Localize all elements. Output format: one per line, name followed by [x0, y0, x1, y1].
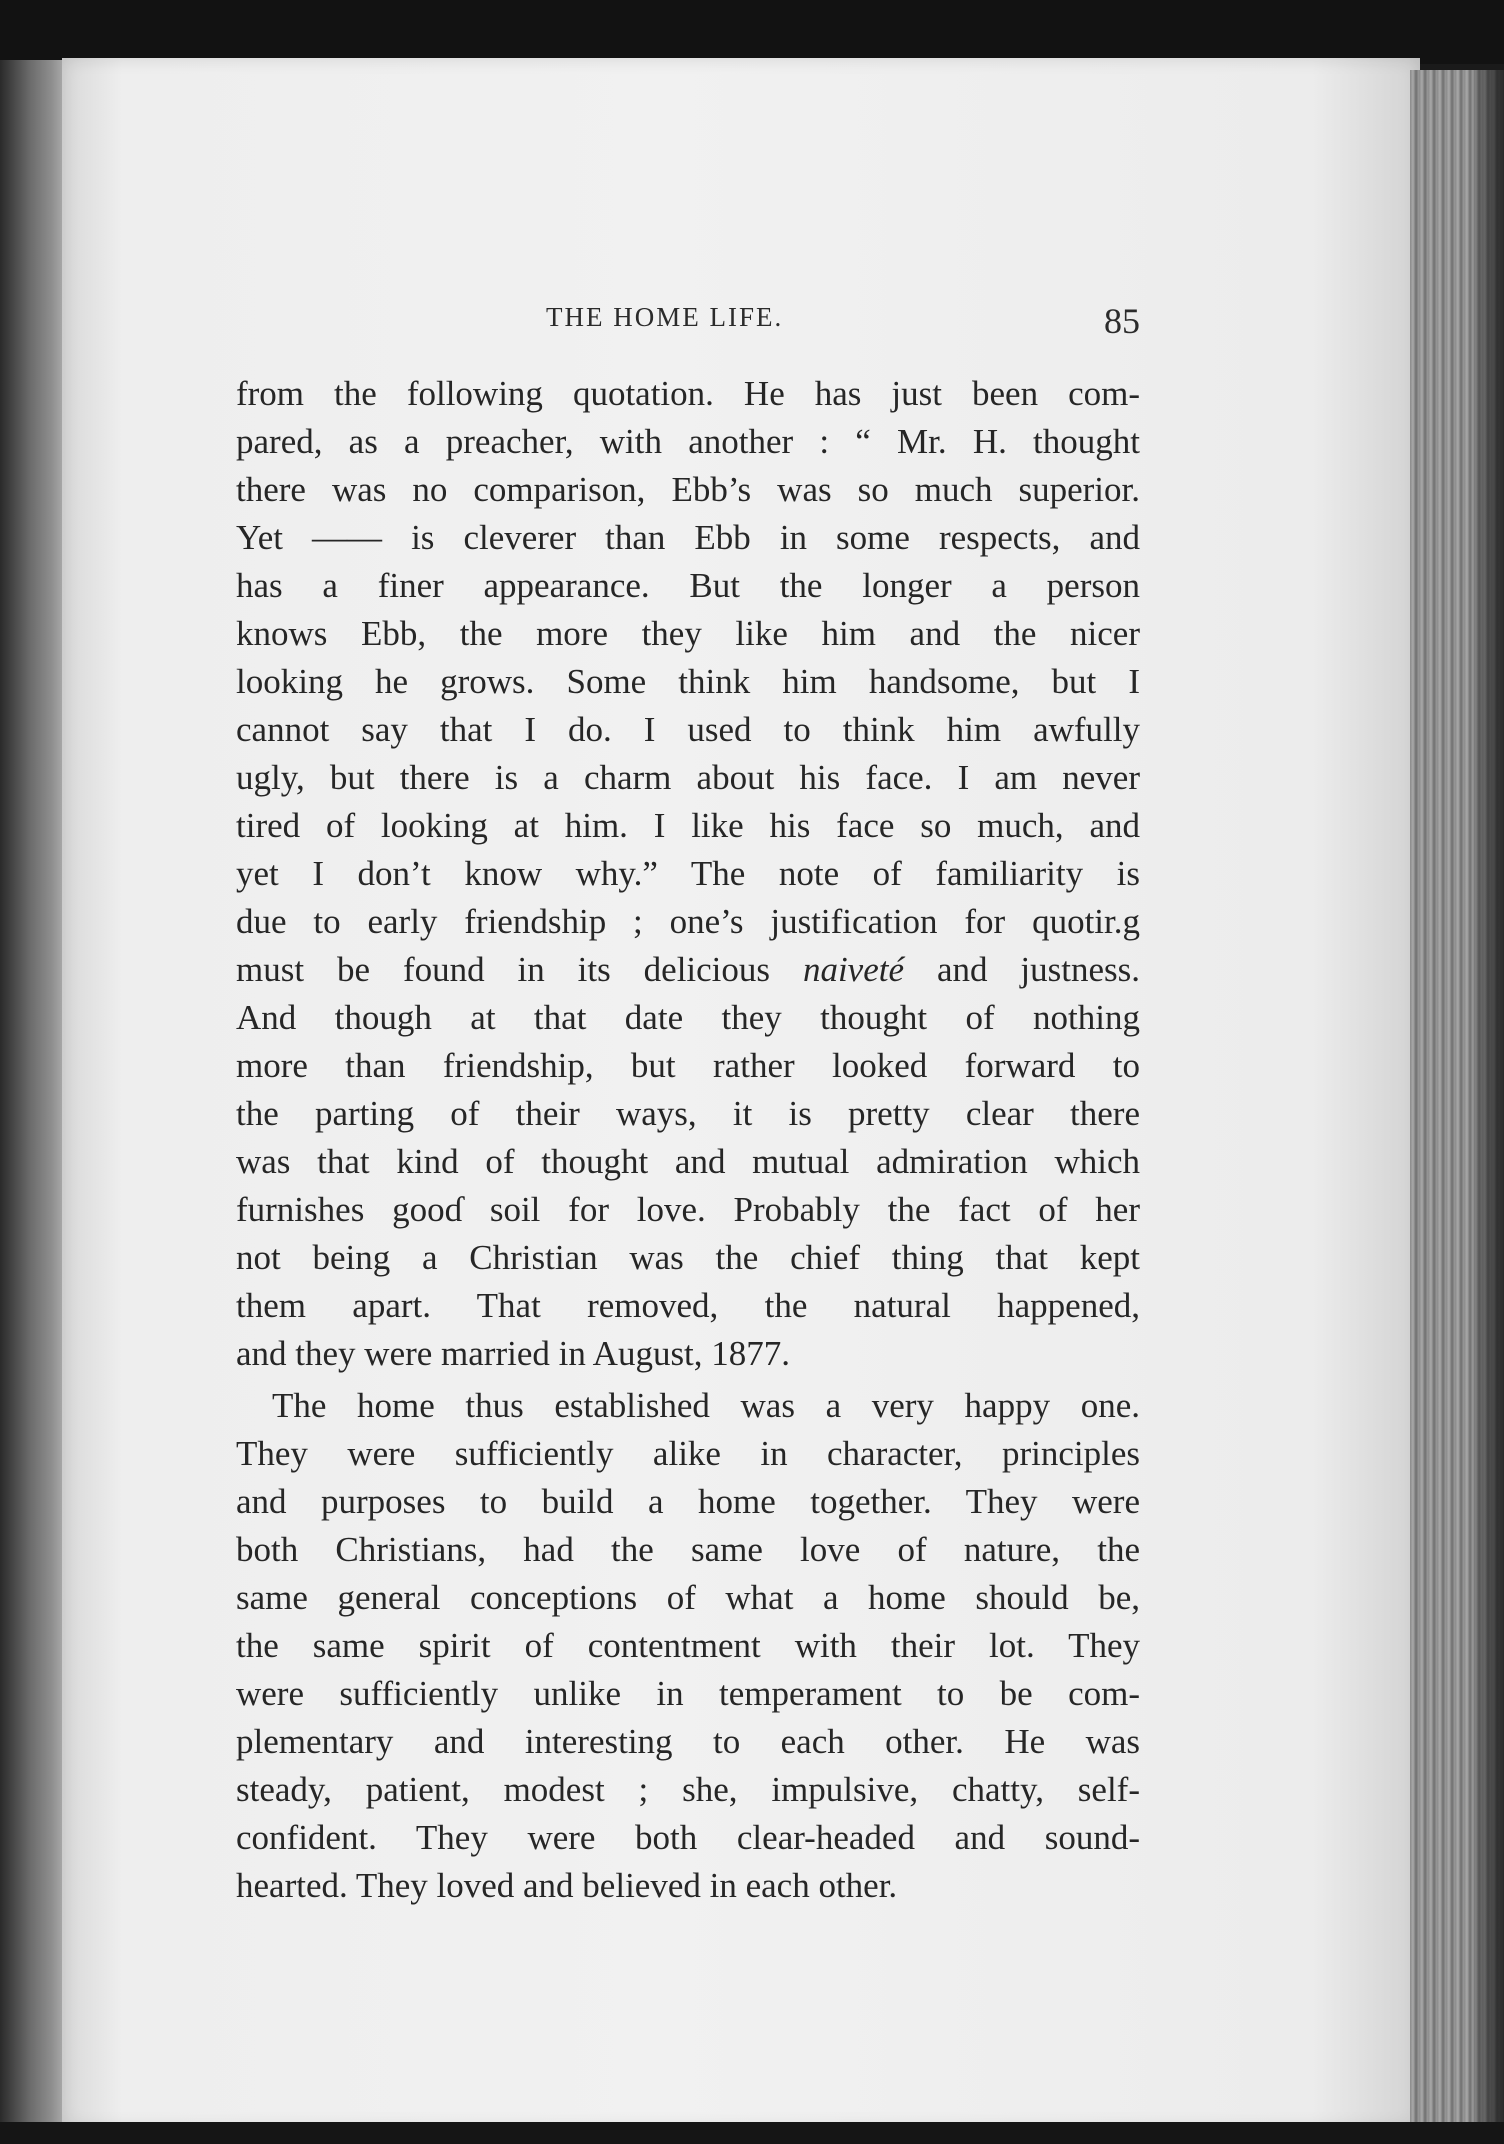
text-line: yet I don’t know why.” The note of familiarity is — [236, 854, 1140, 893]
paragraph-2 — [236, 1382, 1140, 1910]
running-head: THE HOME LIFE. — [546, 302, 784, 332]
text-line: The home thus established was a very happy one. — [272, 1386, 1140, 1425]
text-line: the same spirit of contentment with their lot. They — [236, 1626, 1140, 1665]
body-text — [236, 370, 1140, 1910]
text-line: Yet —— is cleverer than Ebb in some respects, and — [236, 518, 1140, 557]
text-line: not being a Christian was the chief thing that kept — [236, 1238, 1140, 1277]
text-line: from the following quotation. He has just been com- — [236, 374, 1140, 413]
italic-word: naiveté — [802, 950, 905, 989]
text-line: and purposes to build a home together. They were — [236, 1482, 1140, 1521]
text-line: confident. They were both clear-headed and sound- — [236, 1818, 1140, 1857]
text-line: more than friendship, but rather looked forward to — [236, 1046, 1140, 1085]
scan-top-border — [0, 0, 1504, 64]
text-line: cannot say that I do. I used to think him awfully — [236, 710, 1140, 749]
book-page-edges — [1410, 70, 1504, 2130]
text-line: steady, patient, modest ; she, impulsive, chatty, self- — [236, 1770, 1140, 1809]
text-line: furnishes gooɗ soil for love. Probably the fact of her — [236, 1190, 1140, 1229]
text-line: ugly, but there is a charm about his face. I am never — [236, 758, 1140, 797]
text-line: has a finer appearance. But the longer a person — [236, 566, 1140, 605]
paragraph-1 — [236, 370, 1140, 1378]
text-line: knows Ebb, the more they like him and the nicer — [236, 614, 1140, 653]
text-line: were sufficiently unlike in temperament to be com- — [236, 1674, 1140, 1713]
text-line: must be found in its delicious naiveté and justness. — [236, 950, 1140, 989]
text-line: was that kind of thought and mutual admiration which — [236, 1142, 1140, 1181]
text-line: the parting of their ways, it is pretty clear there — [236, 1094, 1140, 1133]
page-number: 85 — [1104, 301, 1140, 341]
text-line: them apart. That removed, the natural happened, — [236, 1286, 1140, 1325]
text-line: hearted. They loved and believed in each other. — [236, 1866, 898, 1905]
text-line: same general conceptions of what a home should be, — [236, 1578, 1140, 1617]
text-line: plementary and interesting to each other. He was — [236, 1722, 1140, 1761]
text-line: looking he grows. Some think him handsome, but I — [236, 662, 1140, 701]
text-line: And though at that date they thought of nothing — [236, 998, 1140, 1037]
text-line: due to early friendship ; one’s justification for quotir.g — [236, 902, 1140, 941]
text-line: pared, as a preacher, with another : “ Mr. H. thought — [236, 422, 1140, 461]
text-line: They were sufficiently alike in character, principles — [236, 1434, 1140, 1473]
scan-bottom-border — [0, 2122, 1504, 2144]
text-line: and they were married in August, 1877. — [236, 1334, 791, 1373]
text-line: tired of looking at him. I like his face so much, and — [236, 806, 1140, 845]
text-line: there was no comparison, Ebb’s was so much superior. — [236, 470, 1140, 509]
text-line: both Christians, had the same love of nature, the — [236, 1530, 1140, 1569]
